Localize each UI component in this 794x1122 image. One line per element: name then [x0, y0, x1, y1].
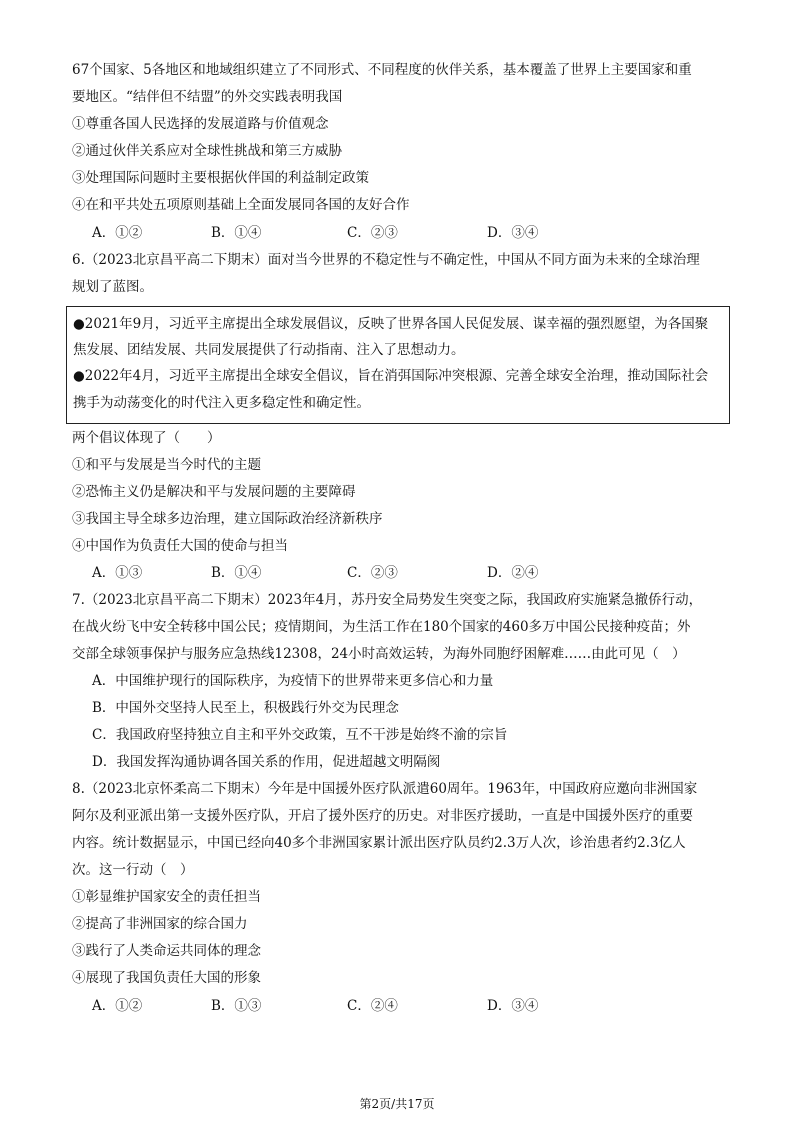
q5-item-2: ②通过伙伴关系应对全球性挑战和第三方威胁: [72, 143, 342, 159]
q5-option-c[interactable]: C．②③: [347, 225, 398, 241]
q8-option-c[interactable]: C．②④: [347, 998, 398, 1014]
q6-item-3: ③我国主导全球多边治理，建立国际政治经济新秩序: [72, 511, 383, 527]
q5-option-a[interactable]: A．①②: [92, 225, 143, 241]
q6-question: 两个倡议体现了（ ）: [72, 430, 221, 446]
q8-item-3: ③践行了人类命运共同体的理念: [72, 943, 261, 959]
q7-stem-line-3: 交部全球领事保护与服务应急热线12308，24小时高效运转，为海外同胞纾困解难……由此可见（ ）: [72, 646, 686, 662]
q7-option-c[interactable]: C．我国政府坚持独立自主和平外交政策，互不干涉是始终不渝的宗旨: [92, 727, 508, 743]
q8-option-d[interactable]: D．③④: [487, 998, 539, 1014]
q5-stem-line-1: 67个国家、5各地区和地域组织建立了不同形式、不同程度的伙伴关系，基本覆盖了世界上主要国家和重: [72, 62, 692, 78]
q8-item-1: ①彰显维护国家安全的责任担当: [72, 889, 261, 905]
q6-stem-line-2: 规划了蓝图。: [72, 279, 153, 295]
q6-item-1: ①和平与发展是当今时代的主题: [72, 457, 261, 473]
q6-box-line-4: 携手为动荡变化的时代注入更多稳定性和确定性。: [73, 395, 370, 411]
q5-item-4: ④在和平共处五项原则基础上全面发展同各国的友好合作: [72, 197, 410, 213]
q7-option-b[interactable]: B．中国外交坚持人民至上，积极践行外交为民理念: [92, 700, 399, 716]
q6-option-b[interactable]: B．①④: [211, 565, 262, 581]
q6-box-line-2: 焦发展、团结发展、共同发展提供了行动指南、注入了思想动力。: [73, 342, 465, 358]
q8-option-b[interactable]: B．①③: [211, 998, 262, 1014]
q6-box-line-3: ●2022年4月，习近平主席提出全球安全倡议，旨在消弭国际冲突根源、完善全球安全治理，推动国际社会: [73, 368, 709, 384]
page-number-footer: 第2页/共17页: [359, 1097, 435, 1111]
q8-option-a[interactable]: A．①②: [92, 998, 143, 1014]
q6-material-box: [66, 306, 730, 424]
q6-item-2: ②恐怖主义仍是解决和平与发展问题的主要障碍: [72, 484, 356, 500]
q5-option-d[interactable]: D．③④: [487, 225, 539, 241]
q7-stem-line-1: 7.（2023北京昌平高二下期末）2023年4月，苏丹安全局势发生突变之际，我国政府实施紧急撤侨行动，: [72, 592, 703, 608]
q8-stem-line-4: 次。这一行动（ ）: [72, 862, 194, 878]
q6-option-d[interactable]: D．②④: [487, 565, 539, 581]
q5-item-1: ①尊重各国人民选择的发展道路与价值观念: [72, 116, 329, 132]
q6-option-c[interactable]: C．②③: [347, 565, 398, 581]
q6-stem-line-1: 6.（2023北京昌平高二下期末）面对当今世界的不稳定性与不确定性，中国从不同方面为未来的全球治理: [72, 252, 700, 268]
q6-item-4: ④中国作为负责任大国的使命与担当: [72, 538, 288, 554]
q6-box-line-1: ●2021年9月，习近平主席提出全球发展倡议，反映了世界各国人民促发展、谋幸福的强烈愿望，为各国聚: [73, 316, 709, 332]
q7-stem-line-2: 在战火纷飞中安全转移中国公民；疫情期间，为生活工作在180个国家的460多万中国公民接种疫苗；外: [72, 619, 691, 635]
q5-stem-line-2: 要地区。“结伴但不结盟”的外交实践表明我国: [72, 89, 343, 105]
q6-option-a[interactable]: A．①③: [92, 565, 143, 581]
q7-option-a[interactable]: A．中国维护现行的国际秩序，为疫情下的世界带来更多信心和力量: [92, 673, 494, 689]
q8-item-2: ②提高了非洲国家的综合国力: [72, 916, 248, 932]
q8-item-4: ④展现了我国负责任大国的形象: [72, 970, 261, 986]
q8-stem-line-3: 内容。统计数据显示，中国已经向40多个非洲国家累计派出医疗队员约2.3万人次，诊治患者约2.3亿人: [72, 835, 686, 851]
q5-option-b[interactable]: B．①④: [211, 225, 262, 241]
q5-item-3: ③处理国际问题时主要根据伙伴国的利益制定政策: [72, 170, 369, 186]
q8-stem-line-1: 8.（2023北京怀柔高二下期末）今年是中国援外医疗队派遣60周年。1963年，中国政府应邀向非洲国家: [72, 781, 698, 797]
q8-stem-line-2: 阿尔及利亚派出第一支援外医疗队，开启了援外医疗的历史。对非医疗援助，一直是中国援外医疗的重要: [72, 808, 693, 824]
q7-option-d[interactable]: D．我国发挥沟通协调各国关系的作用，促进超越文明隔阂: [92, 754, 441, 770]
